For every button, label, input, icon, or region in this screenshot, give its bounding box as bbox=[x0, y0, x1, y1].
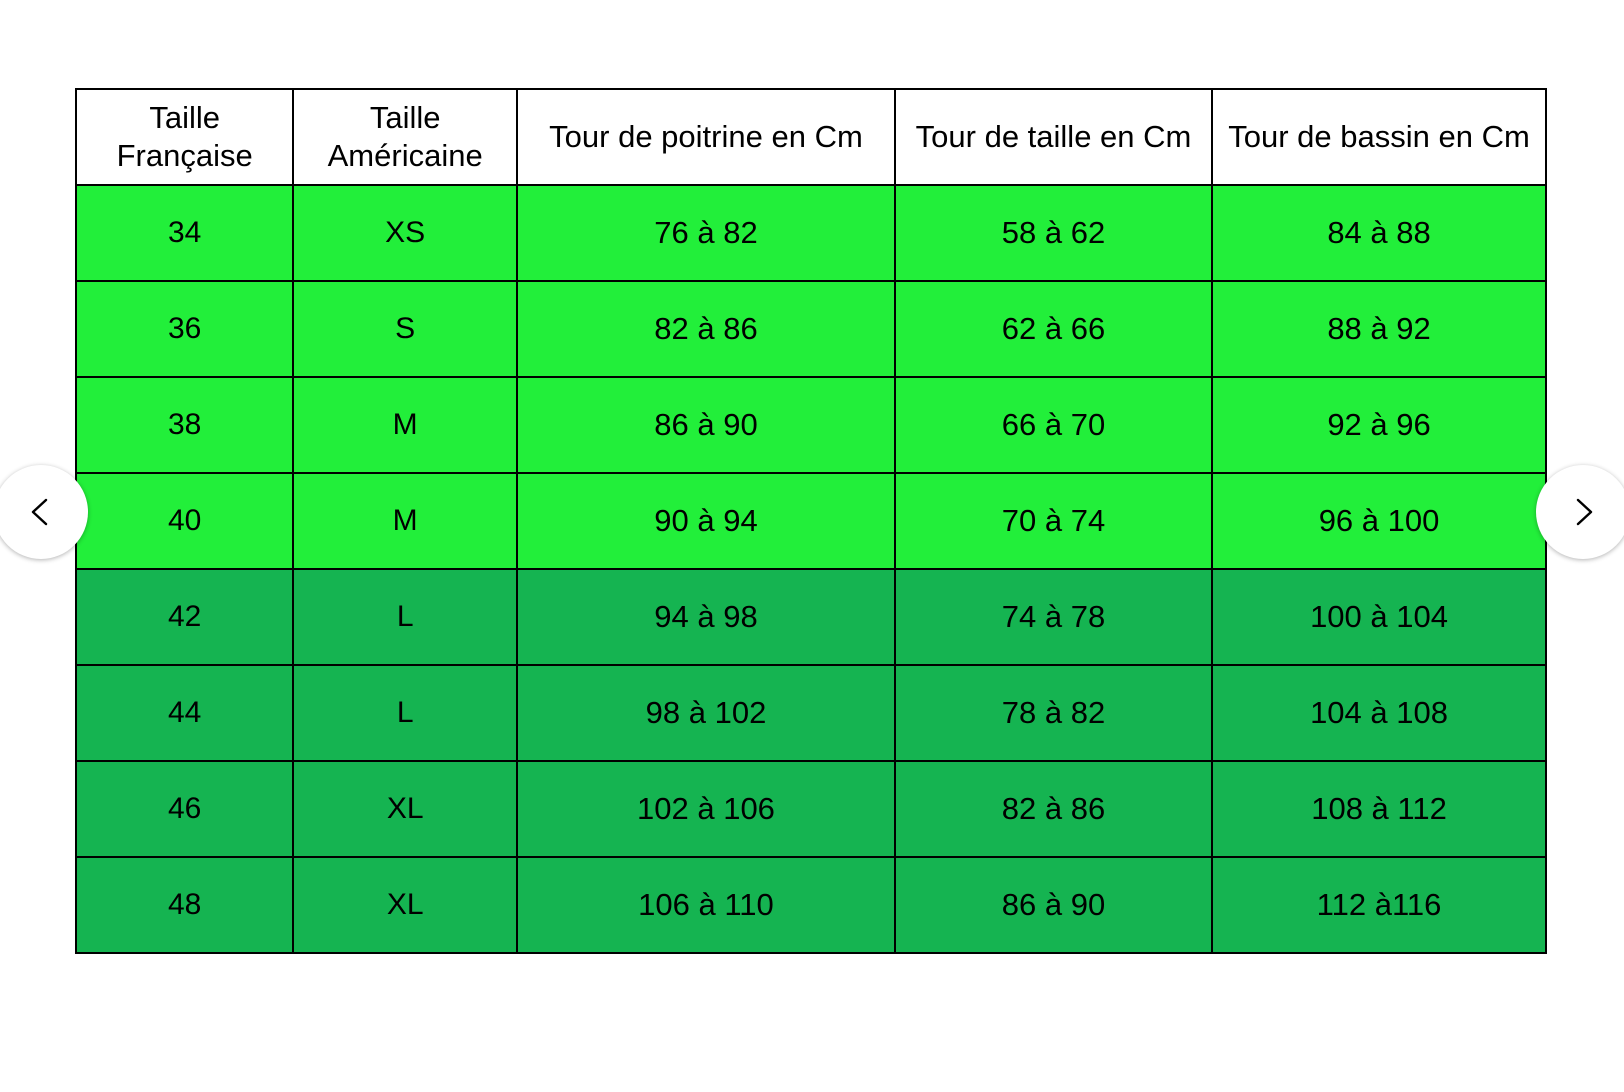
cell-taille-francaise: 44 bbox=[76, 665, 293, 761]
table-header-row bbox=[76, 89, 1546, 185]
cell-tour-de-taille: 74 à 78 bbox=[895, 569, 1212, 665]
cell-taille-americaine: L bbox=[293, 569, 517, 665]
cell-taille-francaise: 34 bbox=[76, 185, 293, 281]
table-row bbox=[76, 665, 1546, 761]
cell-tour-de-taille: 86 à 90 bbox=[895, 857, 1212, 953]
cell-tour-de-taille: 62 à 66 bbox=[895, 281, 1212, 377]
cell-tour-de-taille: 78 à 82 bbox=[895, 665, 1212, 761]
cell-tour-de-poitrine: 86 à 90 bbox=[517, 377, 895, 473]
table-row bbox=[76, 569, 1546, 665]
cell-taille-francaise: 42 bbox=[76, 569, 293, 665]
cell-taille-francaise: 40 bbox=[76, 473, 293, 569]
cell-tour-de-poitrine: 82 à 86 bbox=[517, 281, 895, 377]
cell-tour-de-poitrine: 90 à 94 bbox=[517, 473, 895, 569]
column-header-tour-de-bassin: Tour de bassin en Cm bbox=[1212, 89, 1546, 185]
cell-taille-americaine: XS bbox=[293, 185, 517, 281]
table-row bbox=[76, 857, 1546, 953]
cell-tour-de-bassin: 88 à 92 bbox=[1212, 281, 1546, 377]
cell-tour-de-poitrine: 76 à 82 bbox=[517, 185, 895, 281]
cell-tour-de-poitrine: 102 à 106 bbox=[517, 761, 895, 857]
cell-taille-francaise: 48 bbox=[76, 857, 293, 953]
table-row bbox=[76, 185, 1546, 281]
table-row bbox=[76, 281, 1546, 377]
size-chart-table bbox=[75, 88, 1547, 954]
cell-tour-de-poitrine: 94 à 98 bbox=[517, 569, 895, 665]
cell-taille-francaise: 36 bbox=[76, 281, 293, 377]
cell-tour-de-taille: 82 à 86 bbox=[895, 761, 1212, 857]
cell-tour-de-poitrine: 98 à 102 bbox=[517, 665, 895, 761]
column-header-tour-de-poitrine: Tour de poitrine en Cm bbox=[517, 89, 895, 185]
cell-tour-de-bassin: 100 à 104 bbox=[1212, 569, 1546, 665]
cell-tour-de-bassin: 84 à 88 bbox=[1212, 185, 1546, 281]
column-header-taille-francaise: Taille Française bbox=[76, 89, 293, 185]
cell-taille-americaine: M bbox=[293, 473, 517, 569]
cell-taille-americaine: M bbox=[293, 377, 517, 473]
cell-taille-francaise: 38 bbox=[76, 377, 293, 473]
cell-tour-de-bassin: 112 à116 bbox=[1212, 857, 1546, 953]
column-header-tour-de-taille: Tour de taille en Cm bbox=[895, 89, 1212, 185]
cell-taille-americaine: XL bbox=[293, 761, 517, 857]
cell-tour-de-bassin: 92 à 96 bbox=[1212, 377, 1546, 473]
cell-tour-de-taille: 66 à 70 bbox=[895, 377, 1212, 473]
chevron-right-icon bbox=[1566, 495, 1600, 529]
cell-taille-americaine: L bbox=[293, 665, 517, 761]
table-row bbox=[76, 473, 1546, 569]
table-row bbox=[76, 377, 1546, 473]
cell-tour-de-taille: 58 à 62 bbox=[895, 185, 1212, 281]
cell-tour-de-taille: 70 à 74 bbox=[895, 473, 1212, 569]
cell-tour-de-bassin: 108 à 112 bbox=[1212, 761, 1546, 857]
chevron-left-icon bbox=[24, 495, 58, 529]
cell-taille-americaine: XL bbox=[293, 857, 517, 953]
cell-tour-de-bassin: 96 à 100 bbox=[1212, 473, 1546, 569]
cell-taille-americaine: S bbox=[293, 281, 517, 377]
cell-taille-francaise: 46 bbox=[76, 761, 293, 857]
cell-tour-de-poitrine: 106 à 110 bbox=[517, 857, 895, 953]
column-header-taille-americaine: Taille Américaine bbox=[293, 89, 517, 185]
cell-tour-de-bassin: 104 à 108 bbox=[1212, 665, 1546, 761]
table-row bbox=[76, 761, 1546, 857]
next-image-button[interactable] bbox=[1536, 465, 1624, 559]
